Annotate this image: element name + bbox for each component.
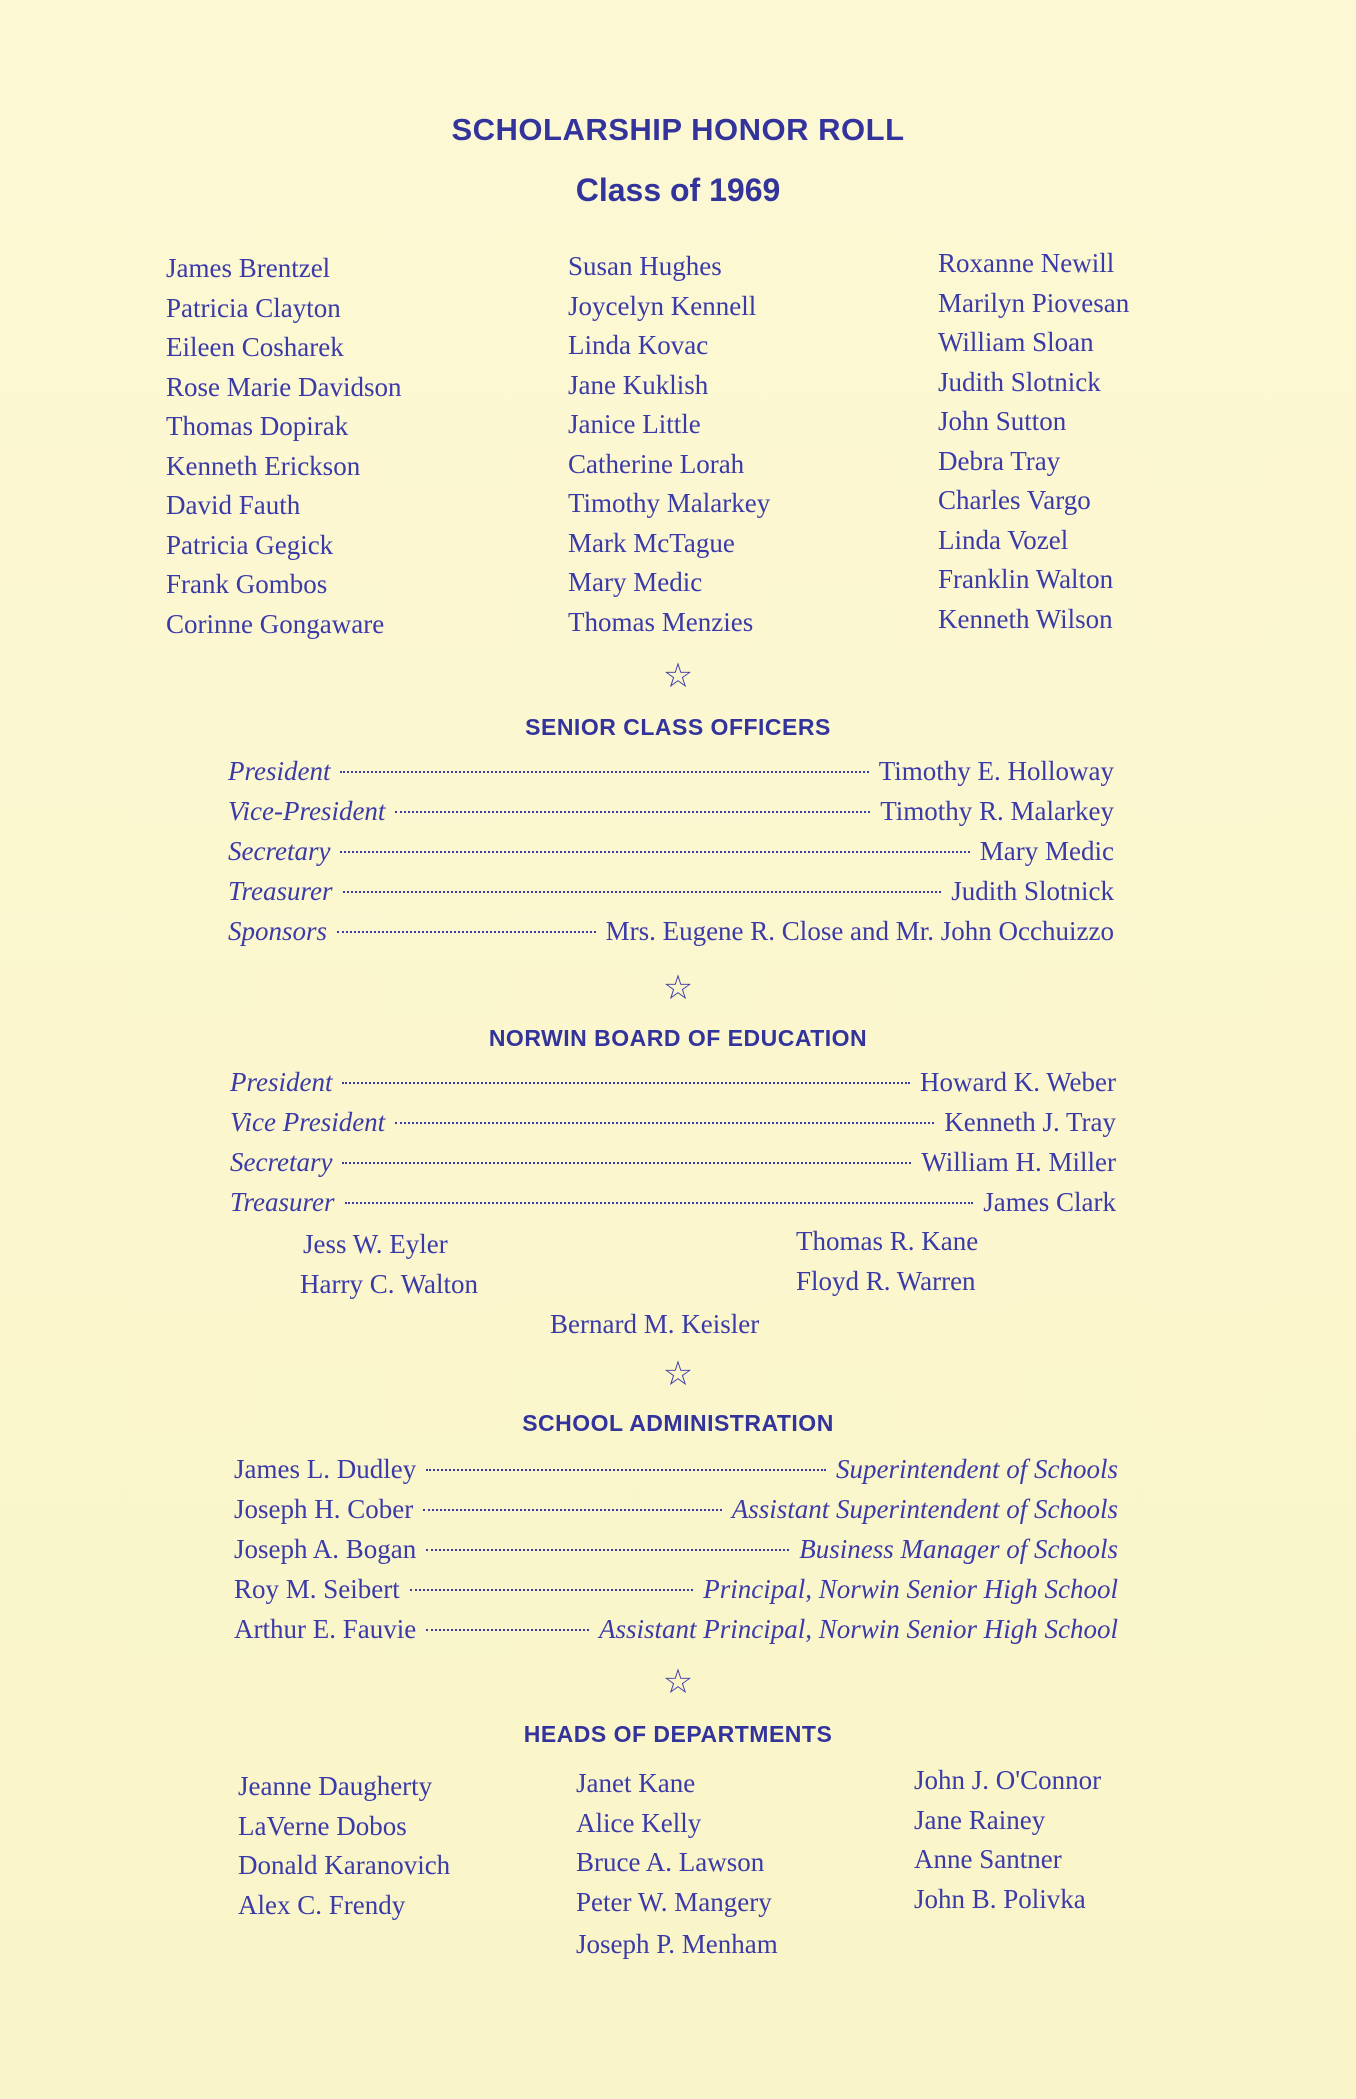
officer-row — [228, 796, 1114, 827]
page-subtitle: Class of 1969 — [575, 172, 781, 208]
dot-leader — [337, 931, 596, 933]
list-item: Debra Tray — [938, 445, 1061, 476]
honor-roll-column-3 — [938, 244, 1129, 639]
board-member: Harry C. Walton — [300, 1269, 479, 1299]
list-item: Judith Slotnick — [938, 366, 1101, 397]
admin-name: Roy M. Seibert — [234, 1574, 400, 1604]
board-row — [230, 1067, 1116, 1098]
list-item: John J. O'Connor — [914, 1765, 1102, 1795]
officer-name: Mrs. Eugene R. Close and Mr. John Occhuizzo — [605, 916, 1114, 946]
admin-row — [234, 1534, 1118, 1565]
dot-leader — [345, 1202, 974, 1204]
honor-roll-column-1 — [166, 249, 401, 644]
board-name: William H. Miller — [921, 1147, 1116, 1177]
list-item: Thomas Dopirak — [166, 411, 349, 441]
dot-leader — [342, 1082, 910, 1084]
list-item: Frank Gombos — [166, 569, 328, 599]
list-item: Corinne Gongaware — [166, 608, 385, 639]
list-item: Bruce A. Lawson — [576, 1847, 765, 1877]
officer-name: Judith Slotnick — [951, 876, 1114, 906]
list-item: Jeanne Daugherty — [238, 1771, 433, 1801]
list-item: Mary Medic — [568, 567, 703, 597]
list-item: Patricia Gegick — [166, 529, 334, 560]
admin-row — [234, 1614, 1118, 1645]
list-item: James Brentzel — [166, 253, 331, 283]
admin-name: Joseph A. Bogan — [234, 1534, 417, 1564]
board-member: Thomas R. Kane — [796, 1226, 979, 1256]
list-item: William Sloan — [938, 327, 1094, 357]
dot-leader — [343, 891, 942, 893]
board-member: Floyd R. Warren — [796, 1266, 976, 1296]
list-item: Joycelyn Kennell — [568, 290, 757, 321]
departments-heading: HEADS OF DEPARTMENTS — [523, 1721, 833, 1747]
admin-title: Business Manager of Schools — [799, 1534, 1118, 1564]
officer-row — [228, 876, 1114, 907]
list-item: Franklin Walton — [938, 564, 1114, 594]
list-item: Thomas Menzies — [568, 606, 754, 637]
list-item: Linda Kovac — [568, 330, 709, 360]
admin-name: Joseph H. Cober — [234, 1494, 414, 1524]
board-row — [230, 1107, 1116, 1138]
list-item: Kenneth Erickson — [166, 450, 361, 481]
list-item: David Fauth — [166, 490, 301, 520]
list-item: Janice Little — [568, 409, 701, 439]
star-divider-icon: ☆ — [662, 1664, 694, 1701]
admin-row — [234, 1454, 1118, 1485]
officer-role: Sponsors — [228, 916, 328, 946]
list-item: Mark McTague — [568, 527, 735, 558]
star-divider-icon: ☆ — [662, 658, 694, 695]
officer-row — [228, 836, 1114, 867]
board-member: Bernard M. Keisler — [550, 1309, 760, 1339]
list-item: Jane Rainey — [914, 1804, 1046, 1835]
dot-leader — [342, 1162, 911, 1164]
list-item: Jane Kuklish — [568, 369, 709, 400]
dot-leader — [340, 851, 969, 853]
board-role: Treasurer — [230, 1187, 335, 1217]
honor-roll-column-2 — [568, 247, 770, 642]
list-item: Alex C. Frendy — [238, 1889, 406, 1920]
list-item: Timothy Malarkey — [568, 488, 771, 518]
board-role: President — [230, 1067, 333, 1097]
page-title: SCHOLARSHIP HONOR ROLL — [451, 112, 905, 147]
list-item: Roxanne Newill — [938, 248, 1115, 278]
list-item: Susan Hughes — [568, 251, 722, 281]
board-name: Howard K. Weber — [919, 1067, 1116, 1097]
list-item: Janet Kane — [576, 1768, 696, 1798]
board-name: Kenneth J. Tray — [944, 1107, 1116, 1137]
officer-name: Mary Medic — [979, 836, 1114, 866]
list-item: Peter W. Mangery — [576, 1886, 772, 1917]
admin-row — [234, 1494, 1118, 1525]
list-item: Charles Vargo — [938, 485, 1091, 515]
officer-role: Treasurer — [228, 876, 333, 906]
dot-leader — [395, 1122, 934, 1124]
list-item: Catherine Lorah — [568, 448, 745, 479]
board-row — [230, 1147, 1116, 1178]
dot-leader — [426, 1549, 789, 1551]
board-heading: NORWIN BOARD OF EDUCATION — [488, 1025, 868, 1051]
admin-title: Assistant Principal, Norwin Senior High School — [598, 1614, 1118, 1644]
list-item: Alice Kelly — [576, 1807, 702, 1838]
officer-name: Timothy R. Malarkey — [880, 796, 1114, 826]
dot-leader — [423, 1509, 722, 1511]
board-member: Jess W. Eyler — [303, 1229, 448, 1259]
senior-officers-heading: SENIOR CLASS OFFICERS — [525, 714, 831, 740]
star-divider-icon: ☆ — [662, 970, 694, 1007]
officer-role: President — [228, 756, 331, 786]
list-item: Rose Marie Davidson — [166, 371, 402, 402]
dot-leader — [410, 1589, 694, 1591]
admin-name: Arthur E. Fauvie — [234, 1614, 417, 1644]
star-divider-icon: ☆ — [662, 1356, 694, 1393]
list-item: Linda Vozel — [938, 524, 1069, 555]
board-role: Vice President — [230, 1107, 386, 1137]
dot-leader — [340, 771, 868, 773]
officer-row — [228, 916, 1114, 947]
department-head: Joseph P. Menham — [576, 1929, 778, 1959]
list-item: John Sutton — [938, 406, 1067, 436]
board-row — [230, 1187, 1116, 1218]
board-name: James Clark — [983, 1187, 1116, 1217]
list-item: Eileen Cosharek — [166, 332, 344, 362]
officer-role: Secretary — [228, 836, 331, 866]
list-item: Marilyn Piovesan — [938, 287, 1130, 318]
admin-name: James L. Dudley — [234, 1454, 417, 1484]
admin-title: Superintendent of Schools — [836, 1454, 1118, 1484]
departments-column-1 — [238, 1767, 450, 1925]
admin-title: Assistant Superintendent of Schools — [731, 1494, 1118, 1524]
officer-role: Vice-President — [228, 796, 386, 826]
list-item: Kenneth Wilson — [938, 603, 1113, 634]
admin-row — [234, 1574, 1118, 1605]
list-item: Patricia Clayton — [166, 292, 341, 323]
departments-column-2 — [576, 1764, 772, 1922]
dot-leader — [395, 811, 870, 813]
dot-leader — [426, 1469, 826, 1471]
departments-column-3 — [914, 1761, 1101, 1919]
list-item: LaVerne Dobos — [238, 1810, 407, 1841]
list-item: Donald Karanovich — [238, 1850, 451, 1880]
officer-row — [228, 756, 1114, 787]
admin-title: Principal, Norwin Senior High School — [703, 1574, 1118, 1604]
officer-name: Timothy E. Holloway — [878, 756, 1114, 786]
dot-leader — [426, 1629, 589, 1631]
administration-heading: SCHOOL ADMINISTRATION — [522, 1410, 834, 1436]
board-role: Secretary — [230, 1147, 333, 1177]
list-item: John B. Polivka — [914, 1883, 1086, 1914]
list-item: Anne Santner — [914, 1844, 1062, 1874]
